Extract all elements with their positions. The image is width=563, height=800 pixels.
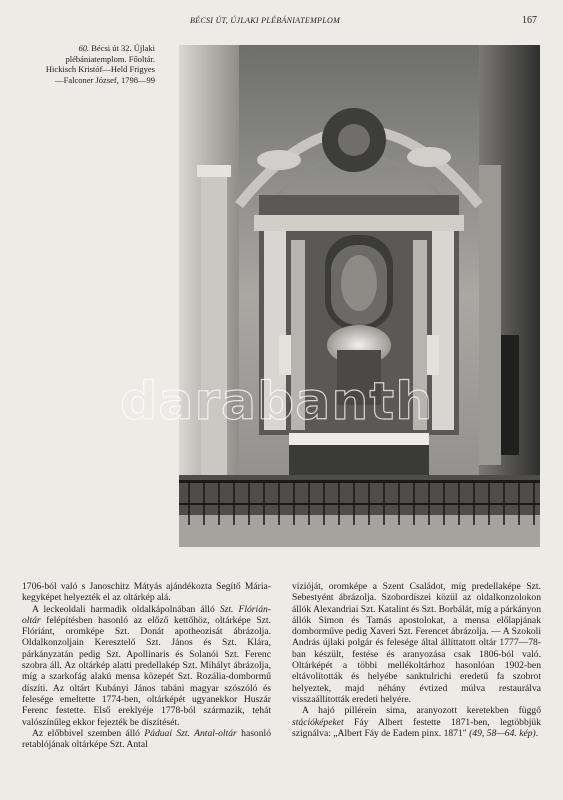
paragraph [22, 581, 271, 604]
caption-number: 60. [78, 43, 90, 53]
caption-text: Bécsi út 32. Újlaki plébániatemplom. Főoltár. Hickisch Kristóf—Held Frigyes—Falconer József, 1798—99 [45, 43, 155, 85]
text-run: Az előbbivel szemben álló [32, 727, 145, 739]
paragraph [22, 604, 271, 728]
altar-photograph [179, 45, 540, 547]
text-run: vízióját, oromképe a Szent Családot, míg predellaképe Szt. Sebestyént ábrázolja. Szobordíszei közül az oldalkonzolokon állók Alexandriai Szt. Katalint és Szt. Borbálát, míg a párkányon állók Simon és Tamás apostolokat, a mensa előlapjának domborműve pedig Xaveri Szt. Ferencet ábrázolja. — A Szokoli András újlaki polgár és felesége által állíttatott oltár 1777—78-ban készült, festése és aranyozása csak 1806-ból való. Oltárképét a többi mellékoltárhoz hasonlóan 1902-ben eltávolították és helyébe sanktulrichi eredetű fa szobrot helyeztek, majd néhány évtized múlva restaurálva visszaállították eredeti helyére. [292, 581, 541, 705]
italic-term: Páduai Szt. Antal-oltár [144, 727, 237, 739]
italic-term: stációképeket [292, 716, 344, 728]
text-column-left [22, 581, 271, 750]
figure-reference: (49, 58—64. kép) [469, 727, 536, 739]
text-run: Fáy Albert festette 1871-ben, legtöbbjük szignálva: „Albert Fáy de Eadem pinx. 1871" [292, 716, 541, 739]
running-title: BÉCSI ÚT, ÚJLAKI PLÉBÁNIATEMPLOM [190, 16, 341, 25]
text-run: hasonló retablójának oltárképe Szt. Antal [22, 727, 271, 751]
altar-photo-illustration [179, 45, 540, 547]
paragraph [22, 728, 271, 751]
text-run: A hajó pillérein sima, aranyozott keretekben függő [302, 705, 541, 717]
figure-caption [40, 43, 155, 85]
paragraph [292, 705, 541, 739]
text-column-right [292, 581, 541, 739]
paragraph [292, 581, 541, 705]
italic-term: Szt. Flórián-oltár [22, 603, 271, 626]
page-header [0, 16, 563, 30]
text-run: 1706-ból való s Janoschitz Mátyás ajándékozta Segítő Mária-kegyképet helyezték el az oltárkép alá. [22, 581, 271, 604]
text-run: felépítésben hasonló az előző kettőhöz, oltárképe Szt. Flóriánt, oromképe Szt. Donát apotheozisát ábrázolja. Oldalkonzoljain Keresztelő Szt. János és Szt. Klára, párkányzatán pedig Szt. Apollinaris és Solanói Szt. Ferenc szobra áll. Az oltárkép alatti predellakép Szt. Mihályt ábrázolja, míg a szarkofág alakú mensa közepét Szt. Rozália-dombormű díszíti. Az oltárt Kubányi János tabáni magyar szószóló és felesége emeltette 1774-ben, oltárképét ugyanekkor Huszár Ferenc festette. Első ereklyéje 1778-ból származik, tehát valószínűleg ekkor fejezték be díszítését. [22, 614, 271, 728]
page-number: 167 [522, 15, 537, 26]
text-run: . [535, 727, 539, 739]
text-run: A leckeoldali harmadik oldalkápolnában álló [32, 603, 220, 615]
